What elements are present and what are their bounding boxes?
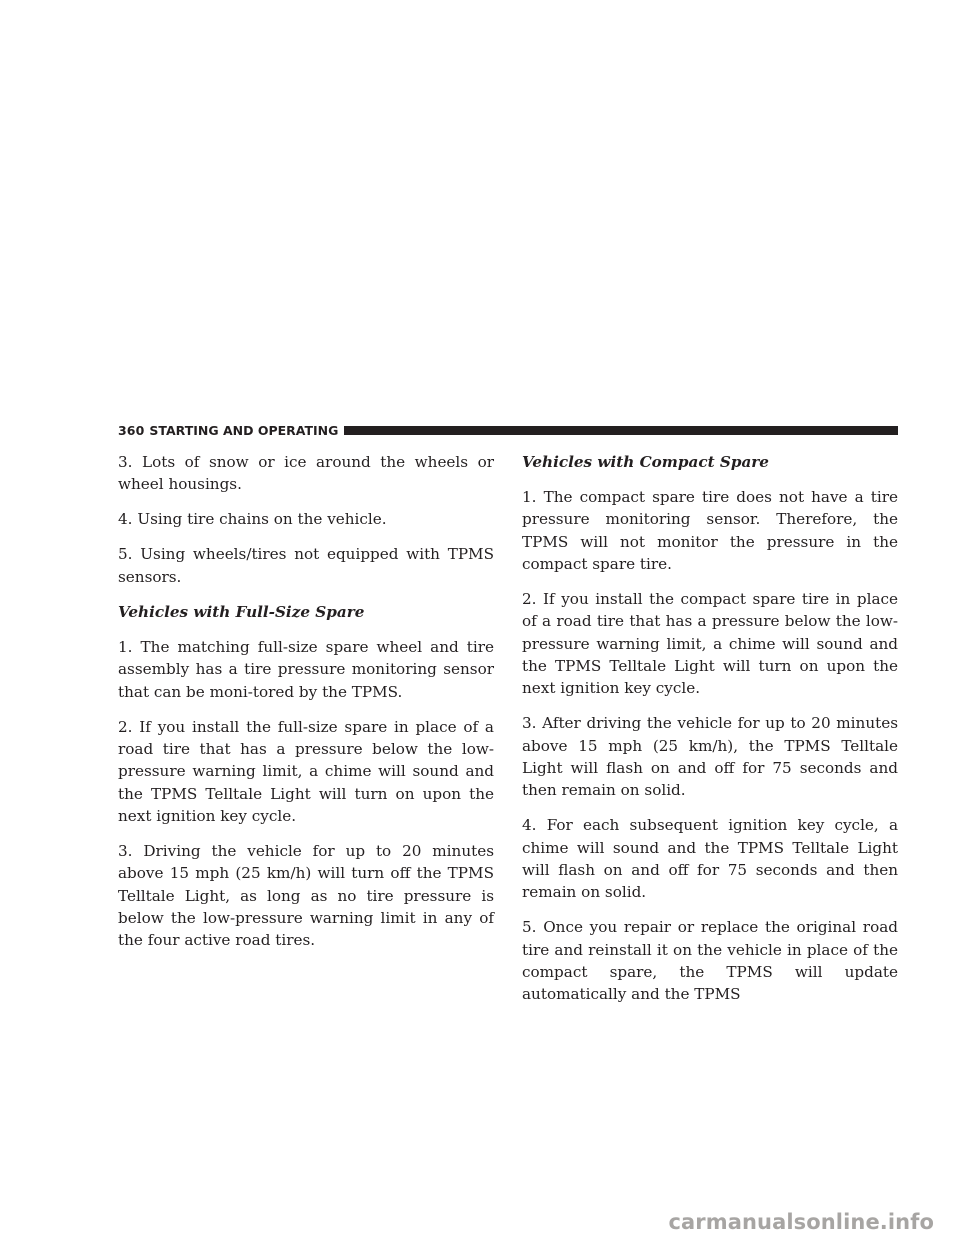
page-header <box>118 423 898 437</box>
paragraph: 5. Using wheels/tires not equipped with TPMS sensors. <box>118 545 494 586</box>
paragraph: 3. Driving the vehicle for up to 20 minutes above 15 mph (25 km/h) will turn off the TPMS Telltale Light, as long as no tire pressure is below the low-pressure warning limit in any of the four active road tires. <box>118 841 494 950</box>
right-column <box>522 451 898 1018</box>
section-subheading: Vehicles with Compact Spare <box>522 453 769 471</box>
section-subheading: Vehicles with Full-Size Spare <box>118 602 365 621</box>
paragraph: 1. The compact spare tire does not have a tire pressure monitoring sensor. Therefore, the TPMS will not monitor the pressure in the compact spare tire. <box>522 488 898 573</box>
paragraph: 5. Once you repair or replace the original road tire and reinstall it on the vehicle in place of the compact spare, the TPMS will update automatically and the TPMS <box>522 918 898 1004</box>
paragraph: 1. The matching full-size spare wheel and tire assembly has a tire pressure monitoring sensor that can be moni-tored by the TPMS. <box>118 637 494 701</box>
paragraph: 2. If you install the full-size spare in place of a road tire that has a pressure below the low-pressure warning limit, a chime will sound and the TPMS Telltale Light will turn on upon the next ignition key cycle. <box>118 717 494 825</box>
paragraph: 3. After driving the vehicle for up to 20 minutes above 15 mph (25 km/h), the TPMS Telltale Light will flash on and off for 75 seconds and then remain on solid. <box>522 714 898 800</box>
paragraph: 2. If you install the compact spare tire in place of a road tire that has a pressure below the low-pressure warning limit, a chime will sound and the TPMS Telltale Light will turn on upon the next ignition key cycle. <box>522 590 898 698</box>
paragraph: 3. Lots of snow or ice around the wheels or wheel housings. <box>118 453 494 494</box>
watermark-text: carmanualsonline.info <box>668 1210 934 1234</box>
paragraph: 4. For each subsequent ignition key cycle, a chime will sound and the TPMS Telltale Light will flash on and off for 75 seconds and then remain on solid. <box>522 816 898 902</box>
left-column <box>118 451 494 964</box>
header-rule <box>344 426 898 435</box>
section-title: STARTING AND OPERATING <box>149 422 339 438</box>
paragraph: 4. Using tire chains on the vehicle. <box>118 510 387 529</box>
page-number: 360 <box>118 422 145 438</box>
